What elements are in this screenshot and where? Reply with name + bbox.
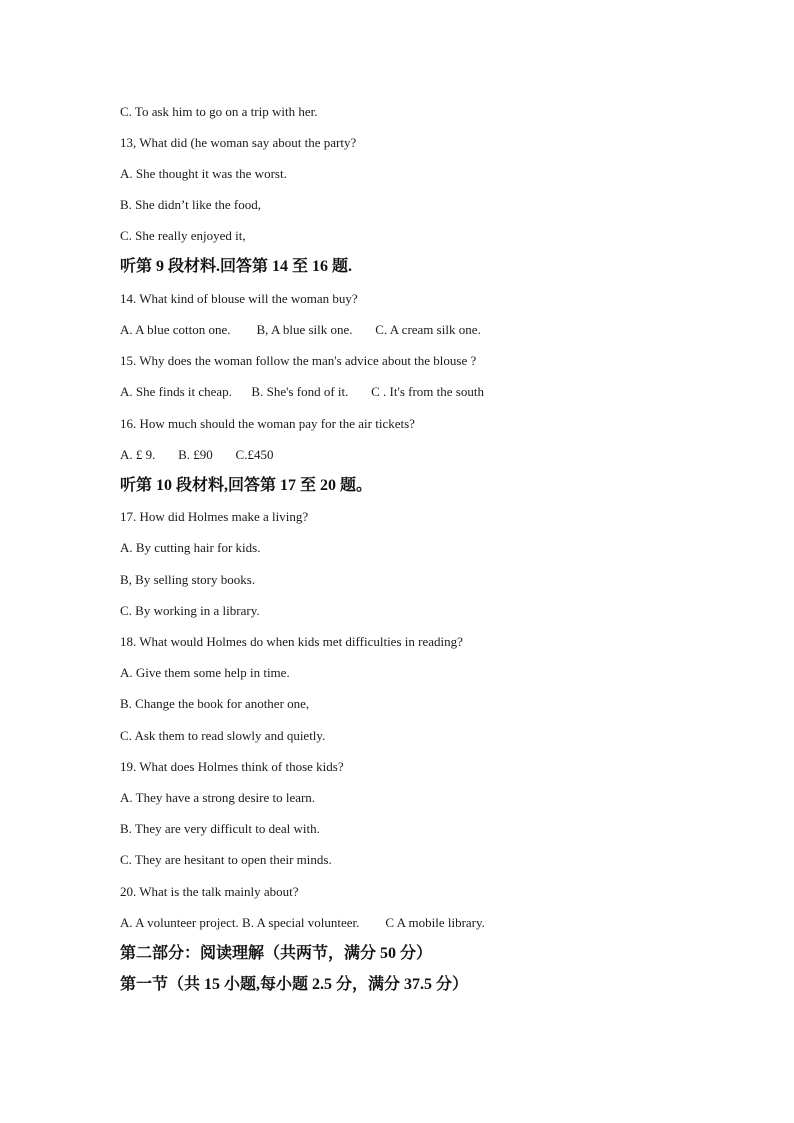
- options-14: A. A blue cotton one. B, A blue silk one. C. A cream silk one.: [120, 322, 481, 337]
- options-15: A. She finds it cheap. B. She's fond of it. C . It's from the south: [120, 384, 484, 399]
- section-heading-passage-9: 听第 9 段材料.回答第 14 至 16 题.: [120, 258, 353, 275]
- options-16: A. £ 9. B. £90 C.£450: [120, 447, 274, 462]
- question-16: 16. How much should the woman pay for the air tickets?: [120, 416, 415, 431]
- options-20: A. A volunteer project. B. A special volunteer. C A mobile library.: [120, 915, 485, 930]
- option-17b: B, By selling story books.: [120, 572, 256, 587]
- option-18a: A. Give them some help in time.: [120, 665, 290, 680]
- question-18: 18. What would Holmes do when kids met difficulties in reading?: [120, 634, 463, 649]
- part-two-heading: 第二部分：阅读理解（共两节，满分 50 分）: [120, 945, 433, 962]
- option-19c: C. They are hesitant to open their minds.: [120, 852, 332, 867]
- option-12c: C. To ask him to go on a trip with her.: [120, 104, 318, 119]
- option-13b: B. She didn’t like the food,: [120, 197, 261, 212]
- section-one-heading: 第一节（共 15 小题,每小题 2.5 分，满分 37.5 分）: [120, 976, 469, 993]
- option-18c: C. Ask them to read slowly and quietly.: [120, 728, 326, 743]
- option-13c: C. She really enjoyed it,: [120, 228, 246, 243]
- question-20: 20. What is the talk mainly about?: [120, 884, 299, 899]
- option-18b: B. Change the book for another one,: [120, 696, 310, 711]
- section-heading-passage-10: 听第 10 段材料,回答第 17 至 20 题。: [120, 477, 373, 494]
- question-19: 19. What does Holmes think of those kids?: [120, 759, 344, 774]
- option-13a: A. She thought it was the worst.: [120, 166, 287, 181]
- option-19a: A. They have a strong desire to learn.: [120, 790, 316, 805]
- question-14: 14. What kind of blouse will the woman buy?: [120, 291, 358, 306]
- option-17c: C. By working in a library.: [120, 603, 260, 618]
- option-19b: B. They are very difficult to deal with.: [120, 821, 320, 836]
- question-13: 13, What did (he woman say about the party?: [120, 135, 357, 150]
- question-15: 15. Why does the woman follow the man's advice about the blouse ?: [120, 353, 477, 368]
- option-17a: A. By cutting hair for kids.: [120, 540, 261, 555]
- question-17: 17. How did Holmes make a living?: [120, 509, 309, 524]
